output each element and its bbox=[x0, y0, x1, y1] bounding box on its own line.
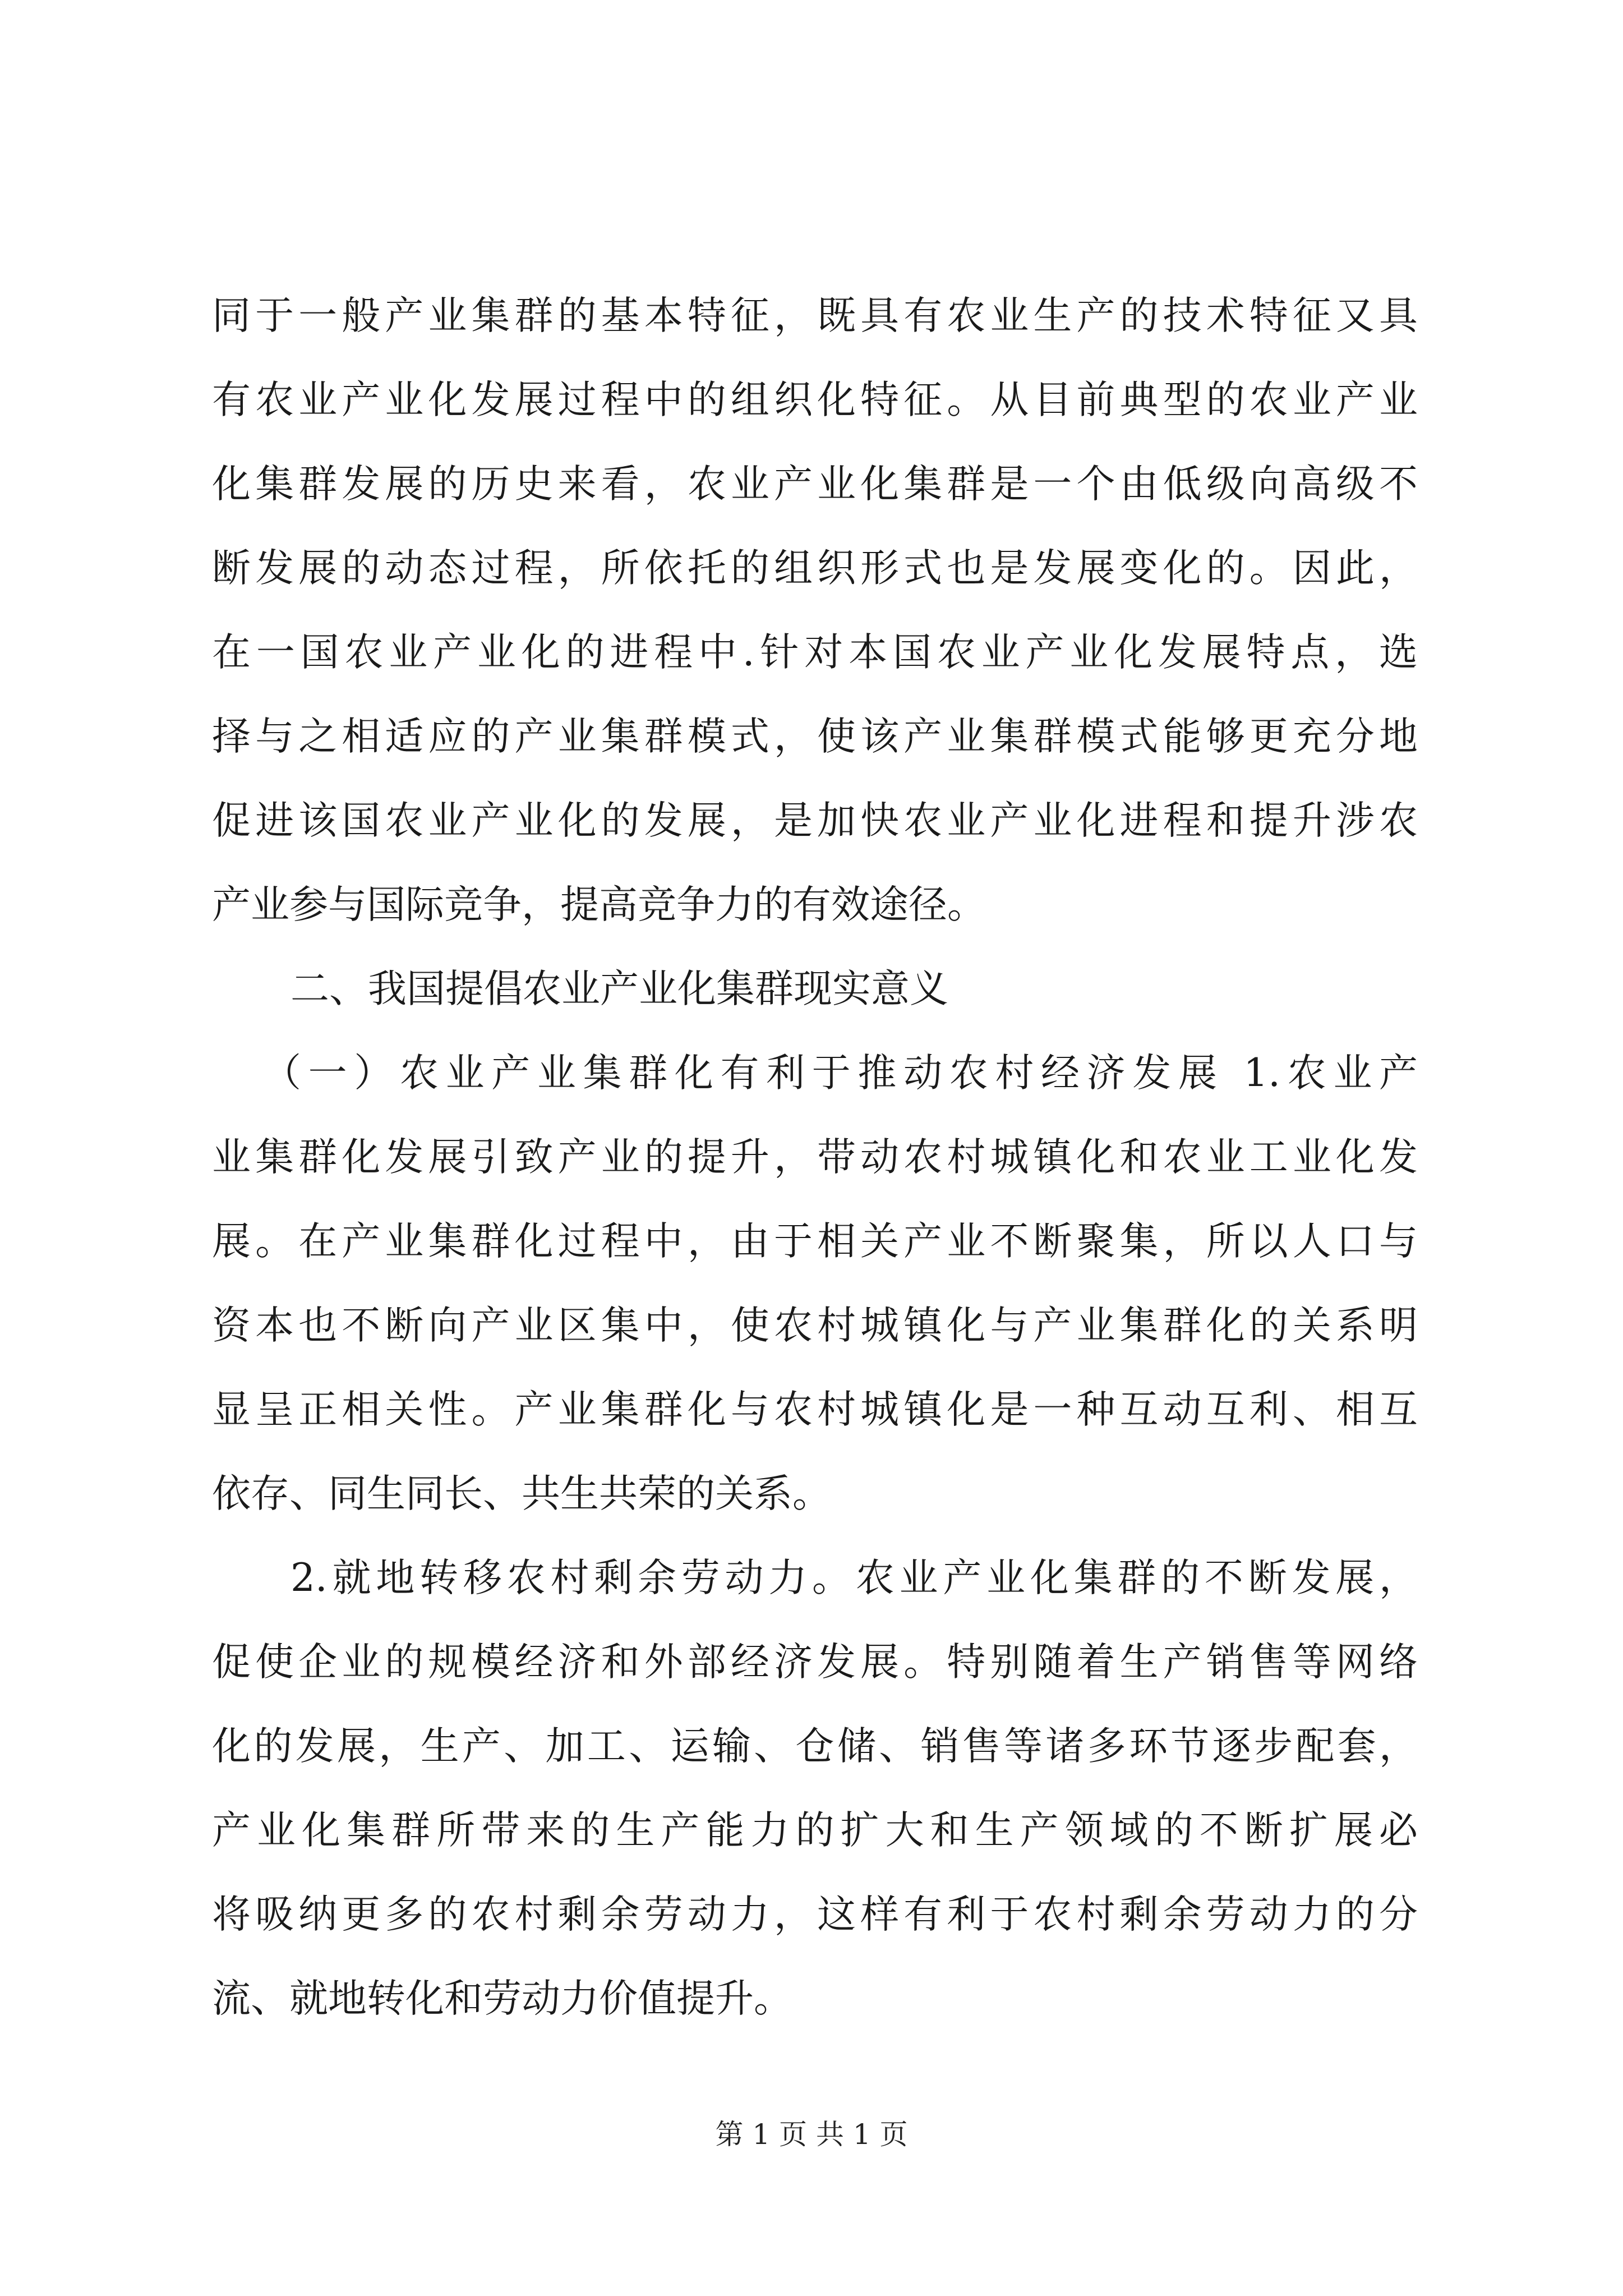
body-line-8: 产业参与国际竞争，提高竞争力的有效途径。 bbox=[212, 882, 986, 927]
section-heading: 二、我国提倡农业产业化集群现实意义 bbox=[291, 967, 948, 1011]
subsection-heading-line: （一）农业产业集群化有利于推动农村经济发展 1.农业产 bbox=[262, 1051, 1418, 1096]
body-line-13: 资本也不断向产业区集中，使农村城镇化与产业集群化的关系明 bbox=[212, 1303, 1418, 1348]
body-line-4: 断发展的动态过程，所依托的组织形式也是发展变化的。因此， bbox=[212, 546, 1418, 591]
body-line-14: 显呈正相关性。产业集群化与农村城镇化是一种互动互利、相互 bbox=[212, 1387, 1418, 1432]
body-line-21: 流、就地转化和劳动力价值提升。 bbox=[212, 1976, 792, 2021]
body-line-12: 展。在产业集群化过程中，由于相关产业不断聚集，所以人口与 bbox=[212, 1219, 1418, 1264]
page-footer: 第 1 页 共 1 页 bbox=[715, 2118, 908, 2151]
body-line-1: 同于一般产业集群的基本特征，既具有农业生产的技术特征又具 bbox=[212, 293, 1418, 338]
body-line-6: 择与之相适应的产业集群模式，使该产业集群模式能够更充分地 bbox=[212, 714, 1418, 759]
body-line-16: 2.就地转移农村剩余劳动力。农业产业化集群的不断发展， bbox=[291, 1556, 1418, 1600]
body-line-17: 促使企业的规模经济和外部经济发展。特别随着生产销售等网络 bbox=[212, 1640, 1418, 1685]
body-line-7: 促进该国农业产业化的发展，是加快农业产业化进程和提升涉农 bbox=[212, 798, 1418, 843]
body-line-3: 化集群发展的历史来看，农业产业化集群是一个由低级向高级不 bbox=[212, 462, 1418, 507]
body-line-2: 有农业产业化发展过程中的组织化特征。从目前典型的农业产业 bbox=[212, 378, 1418, 422]
body-line-19: 产业化集群所带来的生产能力的扩大和生产领域的不断扩展必 bbox=[212, 1808, 1418, 1853]
body-line-20: 将吸纳更多的农村剩余劳动力，这样有利于农村剩余劳动力的分 bbox=[212, 1892, 1418, 1937]
body-line-18: 化的发展，生产、加工、运输、仓储、销售等诸多环节逐步配套， bbox=[212, 1724, 1418, 1769]
body-line-5: 在一国农业产业化的进程中.针对本国农业产业化发展特点，选 bbox=[212, 630, 1418, 675]
body-line-11: 业集群化发展引致产业的提升，带动农村城镇化和农业工业化发 bbox=[212, 1135, 1418, 1180]
body-line-15: 依存、同生同长、共生共荣的关系。 bbox=[212, 1471, 831, 1516]
